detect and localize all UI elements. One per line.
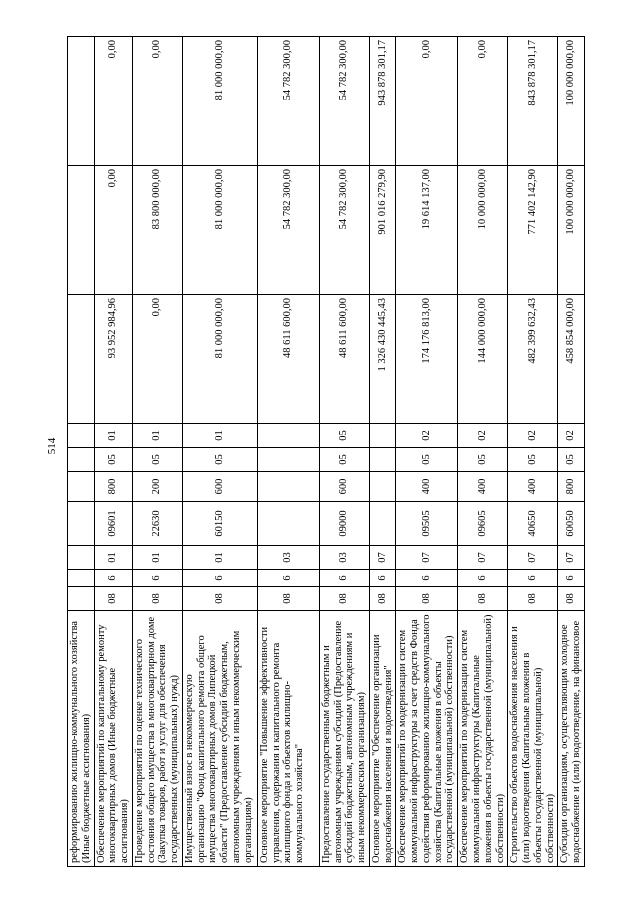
cell-code-direction <box>369 502 396 546</box>
cell-amount-year-3: 0,00 <box>132 37 182 166</box>
cell-amount-year-2: 901 016 279,90 <box>369 166 396 295</box>
table-frame <box>67 37 582 867</box>
cell-code-subsection: 05 <box>319 424 369 448</box>
cell-amount-year-3: 54 782 300,00 <box>319 37 369 166</box>
cell-amount-year-2: 54 782 300,00 <box>257 166 319 295</box>
cell-code-program: 6 <box>458 570 508 587</box>
cell-amount-year-1: 48 611 600,00 <box>319 295 369 424</box>
cell-code-subprogram: 01 <box>94 546 132 570</box>
cell-code-direction: 60050 <box>558 502 585 546</box>
cell-code-subprogram: 01 <box>182 546 257 570</box>
cell-code-admin: 08 <box>458 587 508 611</box>
cell-amount-year-3: 0,00 <box>458 37 508 166</box>
cell-code-subsection: 01 <box>182 424 257 448</box>
table-row <box>319 37 369 867</box>
cell-code-section: 05 <box>182 448 257 472</box>
cell-amount-year-1: 0,00 <box>132 295 182 424</box>
cell-code-subprogram: 07 <box>558 546 585 570</box>
cell-amount-year-1: 81 000 000,00 <box>182 295 257 424</box>
cell-code-program: 6 <box>257 570 319 587</box>
table-row <box>182 37 257 867</box>
cell-code-subsection <box>257 424 319 448</box>
cell-code-subsection: 01 <box>94 424 132 448</box>
cell-code-expense-type: 400 <box>508 472 558 502</box>
cell-code-expense-type: 400 <box>396 472 458 502</box>
cell-amount-year-3: 81 000 000,00 <box>182 37 257 166</box>
cell-name: Проведение мероприятий по оценке технического состояния общего имущества в многоквартирном доме (Закупка товаров, работ и услуг для обеспечения государственных (муниципальных) нужд) <box>132 611 182 867</box>
cell-amount-year-3: 0,00 <box>94 37 132 166</box>
cell-amount-year-2: 54 782 300,00 <box>319 166 369 295</box>
cell-code-direction: 09605 <box>458 502 508 546</box>
table-row <box>132 37 182 867</box>
cell-code-direction <box>68 502 95 546</box>
cell-code-subsection <box>369 424 396 448</box>
cell-name: Обеспечение мероприятий по капитальному ремонту многоквартирных домов (Иные бюджетные ассигнования) <box>94 611 132 867</box>
cell-code-section: 05 <box>396 448 458 472</box>
cell-code-admin: 08 <box>558 587 585 611</box>
cell-amount-year-3: 843 878 301,17 <box>508 37 558 166</box>
cell-code-section: 05 <box>94 448 132 472</box>
cell-amount-year-3: 100 000 000,00 <box>558 37 585 166</box>
cell-amount-year-2: 771 402 142,90 <box>508 166 558 295</box>
cell-code-expense-type: 600 <box>319 472 369 502</box>
cell-name: Строительство объектов водоснабжения населения и (или) водоотведения (Капитальные вложения в объекты государственной (муниципальной) собственности) <box>508 611 558 867</box>
cell-amount-year-1: 144 000 000,00 <box>458 295 508 424</box>
cell-code-expense-type <box>369 472 396 502</box>
cell-name: Обеспечение мероприятий по модернизации систем коммунальной инфраструктуры за счет средств Фонда содействия реформированию жилищно-коммунального хозяйства (Капитальные вложения в объекты государственной (муниципальной) собственности) <box>396 611 458 867</box>
budget-table <box>67 36 585 867</box>
cell-code-direction <box>257 502 319 546</box>
cell-amount-year-2: 19 614 137,00 <box>396 166 458 295</box>
table-row <box>257 37 319 867</box>
cell-amount-year-1: 458 854 000,00 <box>558 295 585 424</box>
cell-name: реформированию жилищно-коммунального хозяйства (Иные бюджетные ассигнования) <box>68 611 95 867</box>
table-row <box>369 37 396 867</box>
cell-code-direction: 09000 <box>319 502 369 546</box>
cell-code-admin <box>68 587 95 611</box>
cell-code-section <box>68 448 95 472</box>
cell-code-subprogram: 01 <box>132 546 182 570</box>
cell-name: Основное мероприятие "Обеспечение организации водоснабжения населения и водоотведения" <box>369 611 396 867</box>
table-row <box>94 37 132 867</box>
cell-code-section: 05 <box>132 448 182 472</box>
cell-code-admin: 08 <box>94 587 132 611</box>
cell-amount-year-3 <box>68 37 95 166</box>
cell-amount-year-2: 0,00 <box>94 166 132 295</box>
cell-code-subsection: 02 <box>558 424 585 448</box>
cell-code-section: 05 <box>319 448 369 472</box>
table-row <box>558 37 585 867</box>
cell-code-program <box>68 570 95 587</box>
cell-code-direction: 22630 <box>132 502 182 546</box>
cell-code-section: 05 <box>508 448 558 472</box>
cell-code-program: 6 <box>396 570 458 587</box>
cell-amount-year-2: 10 000 000,00 <box>458 166 508 295</box>
cell-amount-year-1: 482 399 632,43 <box>508 295 558 424</box>
cell-code-program: 6 <box>132 570 182 587</box>
cell-code-subsection <box>68 424 95 448</box>
cell-amount-year-2: 83 800 000,00 <box>132 166 182 295</box>
cell-amount-year-1: 48 611 600,00 <box>257 295 319 424</box>
cell-code-expense-type: 400 <box>458 472 508 502</box>
cell-code-section <box>369 448 396 472</box>
page-number: 514 <box>46 437 58 455</box>
cell-code-direction: 60150 <box>182 502 257 546</box>
cell-code-admin: 08 <box>319 587 369 611</box>
cell-code-subsection: 02 <box>458 424 508 448</box>
table-row <box>508 37 558 867</box>
cell-code-subprogram: 07 <box>369 546 396 570</box>
cell-code-admin: 08 <box>257 587 319 611</box>
cell-code-admin: 08 <box>182 587 257 611</box>
cell-amount-year-1: 174 176 813,00 <box>396 295 458 424</box>
cell-amount-year-3: 54 782 300,00 <box>257 37 319 166</box>
cell-code-subprogram: 07 <box>458 546 508 570</box>
cell-name: Субсидии организациям, осуществляющим холодное водоснабжение и (или) водоотведение, на финансовое <box>558 611 585 867</box>
table-row <box>458 37 508 867</box>
cell-amount-year-2: 100 000 000,00 <box>558 166 585 295</box>
cell-code-admin: 08 <box>396 587 458 611</box>
cell-code-admin: 08 <box>369 587 396 611</box>
cell-name: Основное мероприятие "Повышение эффективности управления, содержания и капитального ремонта жилищного фонда и объектов жилищно-коммунального хозяйства" <box>257 611 319 867</box>
cell-amount-year-1: 1 326 430 445,43 <box>369 295 396 424</box>
cell-code-program: 6 <box>508 570 558 587</box>
cell-code-expense-type <box>68 472 95 502</box>
cell-code-direction: 09601 <box>94 502 132 546</box>
cell-code-admin: 08 <box>132 587 182 611</box>
cell-code-section: 05 <box>558 448 585 472</box>
cell-code-program: 6 <box>182 570 257 587</box>
cell-code-subsection: 01 <box>132 424 182 448</box>
cell-code-subsection: 02 <box>396 424 458 448</box>
cell-amount-year-2 <box>68 166 95 295</box>
cell-code-subprogram: 03 <box>319 546 369 570</box>
cell-code-section: 05 <box>458 448 508 472</box>
cell-code-subprogram <box>68 546 95 570</box>
cell-code-expense-type: 800 <box>558 472 585 502</box>
cell-amount-year-1 <box>68 295 95 424</box>
cell-code-program: 6 <box>369 570 396 587</box>
cell-code-subprogram: 03 <box>257 546 319 570</box>
cell-code-program: 6 <box>319 570 369 587</box>
cell-code-expense-type <box>257 472 319 502</box>
cell-code-section <box>257 448 319 472</box>
cell-code-subsection: 02 <box>508 424 558 448</box>
cell-code-expense-type: 600 <box>182 472 257 502</box>
cell-name: Предоставление государственным бюджетным и автономным учреждениям субсидий (Предоставление субсидий бюджетным, автономным учреждениям и иным некоммерческим организациям) <box>319 611 369 867</box>
cell-code-program: 6 <box>558 570 585 587</box>
rotated-table-container <box>67 37 582 867</box>
cell-amount-year-3: 943 878 301,17 <box>369 37 396 166</box>
cell-code-expense-type: 800 <box>94 472 132 502</box>
cell-code-subprogram: 07 <box>396 546 458 570</box>
cell-code-direction: 40650 <box>508 502 558 546</box>
cell-amount-year-2: 81 000 000,00 <box>182 166 257 295</box>
cell-name: Обеспечение мероприятий по модернизации систем коммунальной инфраструктуры (Капитальные вложения в объекты государственной (муниципальной) собственности) <box>458 611 508 867</box>
table-row <box>68 37 95 867</box>
cell-code-direction: 09505 <box>396 502 458 546</box>
cell-amount-year-1: 93 952 984,96 <box>94 295 132 424</box>
cell-code-expense-type: 200 <box>132 472 182 502</box>
cell-code-admin: 08 <box>508 587 558 611</box>
cell-amount-year-3: 0,00 <box>396 37 458 166</box>
cell-code-program: 6 <box>94 570 132 587</box>
cell-code-subprogram: 07 <box>508 546 558 570</box>
table-row <box>396 37 458 867</box>
cell-name: Имущественный взнос в некоммерческую организацию "Фонд капитального ремонта общего имущества многоквартирных домов Липецкой области" (Предоставление субсидий бюджетным, автономным учреждениям и иным некоммерческим организациям) <box>182 611 257 867</box>
